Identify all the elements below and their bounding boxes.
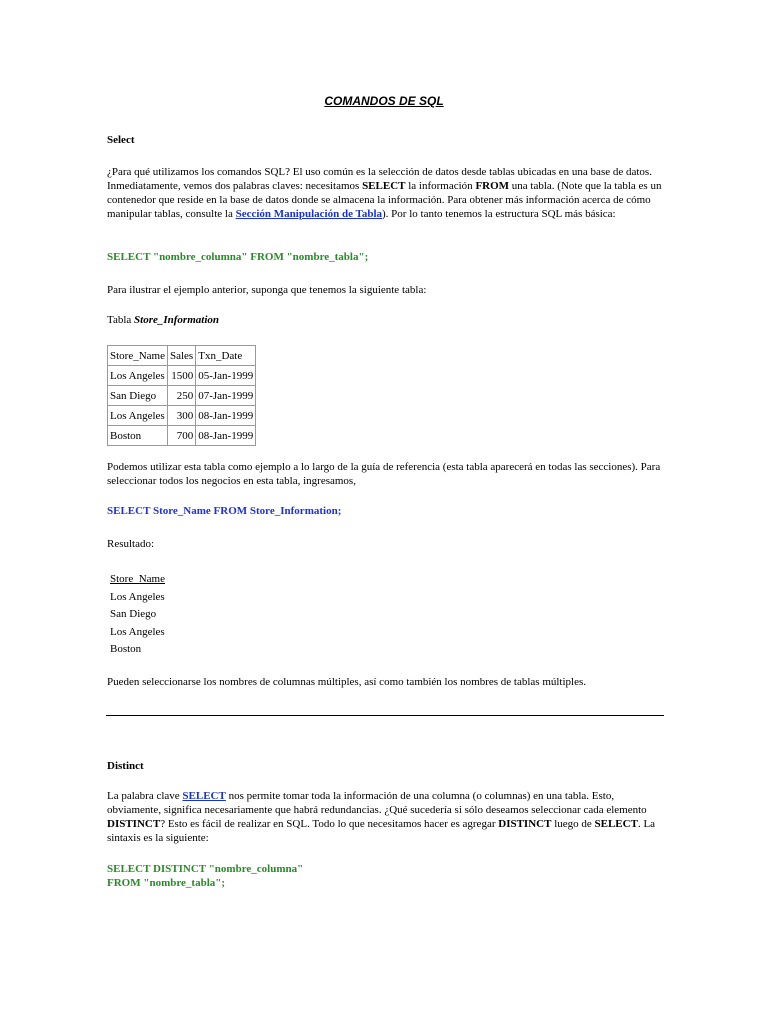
table-header-cell: Txn_Date xyxy=(196,346,256,366)
table-header-cell: Store_Name xyxy=(108,346,168,366)
page-title: COMANDOS DE SQL xyxy=(324,94,444,108)
select-link[interactable]: SELECT xyxy=(182,790,226,802)
table-row xyxy=(108,406,256,426)
table-caption xyxy=(107,313,667,327)
table-cell: 250 xyxy=(167,386,195,406)
list-item: Boston xyxy=(110,643,142,655)
caption-table-name: Store_Information xyxy=(134,314,219,326)
distinct-syntax xyxy=(107,862,303,890)
distinct-syntax-line: FROM "nombre_tabla"; xyxy=(107,877,226,889)
caption-prefix: Tabla xyxy=(107,314,135,326)
table-header-row xyxy=(108,346,256,366)
text-run: ). Por lo tanto tenemos la estructura SQL más básica: xyxy=(382,208,616,220)
section-heading-select: Select xyxy=(107,134,135,146)
select-intro-paragraph xyxy=(107,165,667,221)
table-cell: Boston xyxy=(108,426,168,446)
table-cell: Los Angeles xyxy=(108,406,168,426)
table-manipulation-link[interactable]: Sección Manipulación de Tabla xyxy=(235,208,383,220)
list-item: San Diego xyxy=(110,608,157,620)
result-column-header: Store_Name xyxy=(110,573,165,585)
list-item: Los Angeles xyxy=(110,625,165,638)
keyword-select: SELECT xyxy=(362,180,406,192)
text-run: una tabla. (Note que la tabla es un contenedor que reside en la base de datos donde se almacena la información. Para obtener más información acerca de cómo manipular tablas, consulte la xyxy=(107,180,662,220)
keyword-distinct: DISTINCT xyxy=(498,818,552,830)
text-run: la información xyxy=(405,180,476,192)
table-cell: 08-Jan-1999 xyxy=(196,426,256,446)
example-query: SELECT Store_Name FROM Store_Information; xyxy=(107,505,342,517)
text-run: La palabra clave xyxy=(107,790,183,802)
text-run: ? Esto es fácil de realizar en SQL. Todo lo que necesitamos hacer es agregar xyxy=(160,818,499,830)
keyword-from: FROM xyxy=(475,180,510,192)
reference-paragraph: Podemos utilizar esta tabla como ejemplo a lo largo de la guía de referencia (esta tabla aparecerá en todas las secciones). Para seleccionar todos los negocios en esta tabla, ingresamos, xyxy=(107,461,661,487)
table-cell: 700 xyxy=(167,426,195,446)
store-information-table xyxy=(107,345,256,446)
text-run: ¿Para qué utilizamos los comandos SQL? El uso común es la selección de datos desde tablas ubicadas en una base de datos. Inmediatamente, vemos dos palabras claves: necesitamos xyxy=(107,166,652,192)
table-cell: 1500 xyxy=(167,366,195,386)
table-cell: 05-Jan-1999 xyxy=(196,366,256,386)
table-header-cell: Sales xyxy=(167,346,195,366)
table-row xyxy=(108,366,256,386)
distinct-syntax-line: SELECT DISTINCT "nombre_columna" xyxy=(107,863,304,875)
table-cell: 07-Jan-1999 xyxy=(196,386,256,406)
section-heading-distinct: Distinct xyxy=(107,760,144,772)
text-run: luego de xyxy=(551,818,595,830)
distinct-intro-paragraph xyxy=(107,789,667,845)
table-cell: 300 xyxy=(167,406,195,426)
keyword-distinct: DISTINCT xyxy=(107,818,161,830)
keyword-select: SELECT xyxy=(594,818,638,830)
list-item: Los Angeles xyxy=(110,590,165,603)
table-row xyxy=(108,426,256,446)
table-cell: San Diego xyxy=(108,386,168,406)
text-run: . La sintaxis es la siguiente: xyxy=(107,818,656,844)
table-cell: Los Angeles xyxy=(108,366,168,386)
text-run: nos permite tomar toda la información de una columna (o columnas) en una tabla. Esto, obviamente, significa necesariamente que habrá redundancias. ¿Qué sucedería si sólo deseamos seleccionar cada elemento xyxy=(107,790,647,816)
result-label: Resultado: xyxy=(107,538,155,550)
select-syntax: SELECT "nombre_columna" FROM "nombre_tabla"; xyxy=(107,251,369,263)
section-divider xyxy=(106,715,664,716)
result-list xyxy=(110,571,165,659)
illustration-paragraph: Para ilustrar el ejemplo anterior, suponga que tenemos la siguiente tabla: xyxy=(107,284,427,296)
table-row xyxy=(108,386,256,406)
multiple-columns-paragraph: Pueden seleccionarse los nombres de columnas múltiples, así como también los nombres de tablas múltiples. xyxy=(107,676,587,688)
table-cell: 08-Jan-1999 xyxy=(196,406,256,426)
